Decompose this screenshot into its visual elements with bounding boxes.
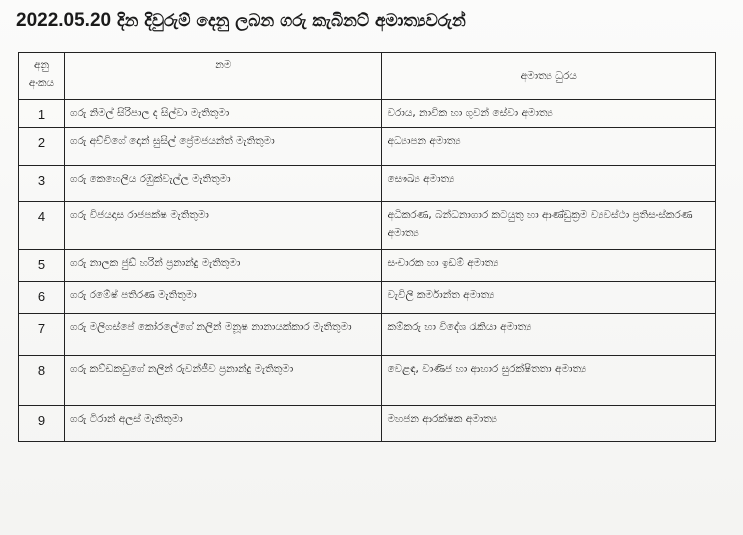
- row-portfolio: අධ්‍යාපන අමාත්‍ය: [382, 128, 716, 166]
- row-name: ගරු රමේෂ් පතිරණ මැතිතුමා: [64, 282, 382, 314]
- table-row: [19, 202, 716, 250]
- table-row: [19, 282, 716, 314]
- row-portfolio: සෞඛ්‍ය අමාත්‍ය: [382, 166, 716, 202]
- row-serial-no: 9: [19, 406, 65, 442]
- table-row: [19, 356, 716, 406]
- row-serial-no: 8: [19, 356, 65, 406]
- row-portfolio: සංචාරක හා ඉඩම් අමාත්‍ය: [382, 250, 716, 282]
- header-name: නම: [64, 53, 382, 100]
- row-serial-no: 1: [19, 100, 65, 128]
- row-name: ගරු නාලක ජුඩ් හරින් ප්‍රනාන්දු මැතිතුමා: [64, 250, 382, 282]
- row-name: ගරු මලිගස්පේ කෝරලේගේ නලින් මනූෂ නානායක්කාර මැතිතුමා: [64, 314, 382, 356]
- table-row: [19, 314, 716, 356]
- row-name: ගරු නිමල් සිරිපාල ද සිල්වා මැතිතුමා: [64, 100, 382, 128]
- row-serial-no: 5: [19, 250, 65, 282]
- table-row: [19, 406, 716, 442]
- table-row: [19, 250, 716, 282]
- row-serial-no: 6: [19, 282, 65, 314]
- row-portfolio: මහජන ආරක්ෂක අමාත්‍ය: [382, 406, 716, 442]
- title-date: 2022.05.20: [16, 10, 112, 31]
- row-portfolio: වැවිලි කර්මාන්ත අමාත්‍ය: [382, 282, 716, 314]
- title-text: දින දිවුරුම් දෙනු ලබන ගරු කැබිනට් අමාත්‍යවරුන්: [117, 11, 466, 31]
- header-serial-no: අනු අංකය: [19, 53, 65, 100]
- row-serial-no: 2: [19, 128, 65, 166]
- table-row: [19, 100, 716, 128]
- row-name: ගරු අච්චිගේ දොන් සුසිල් ප්‍රේමජයන්ත් මැතිතුමා: [64, 128, 382, 166]
- table-row: [19, 128, 716, 166]
- row-name: ගරු ටිරාන් අලස් මැතිතුමා: [64, 406, 382, 442]
- row-serial-no: 4: [19, 202, 65, 250]
- row-name: ගරු කව්ඩකඩුගේ නලින් රුවන්ජීව ප්‍රනාන්දු මැතිතුමා: [64, 356, 382, 406]
- row-portfolio: අධිකරණ, බන්ධනාගාර කටයුතු හා ආණ්ඩුක්‍රම ව්‍යවස්ථා ප්‍රතිසංස්කරණ අමාත්‍ය: [382, 202, 716, 250]
- table-header-row: [19, 53, 716, 100]
- row-portfolio: කම්කරු හා විදේශ රැකියා අමාත්‍ය: [382, 314, 716, 356]
- row-serial-no: 7: [19, 314, 65, 356]
- row-name: ගරු කෙහෙලිය රඹුක්වැල්ල මැතිතුමා: [64, 166, 382, 202]
- row-portfolio: වරාය, නාවික හා ගුවන් සේවා අමාත්‍ය: [382, 100, 716, 128]
- row-serial-no: 3: [19, 166, 65, 202]
- page-title: [16, 8, 736, 34]
- header-portfolio: අමාත්‍ය ධුරය: [382, 53, 716, 100]
- row-name: ගරු විජයදාස රාජපක්ෂ මැතිතුමා: [64, 202, 382, 250]
- table-row: [19, 166, 716, 202]
- row-portfolio: වෙළඳ, වාණිජ හා ආහාර සුරක්ෂිතතා අමාත්‍ය: [382, 356, 716, 406]
- ministers-table: [18, 52, 716, 442]
